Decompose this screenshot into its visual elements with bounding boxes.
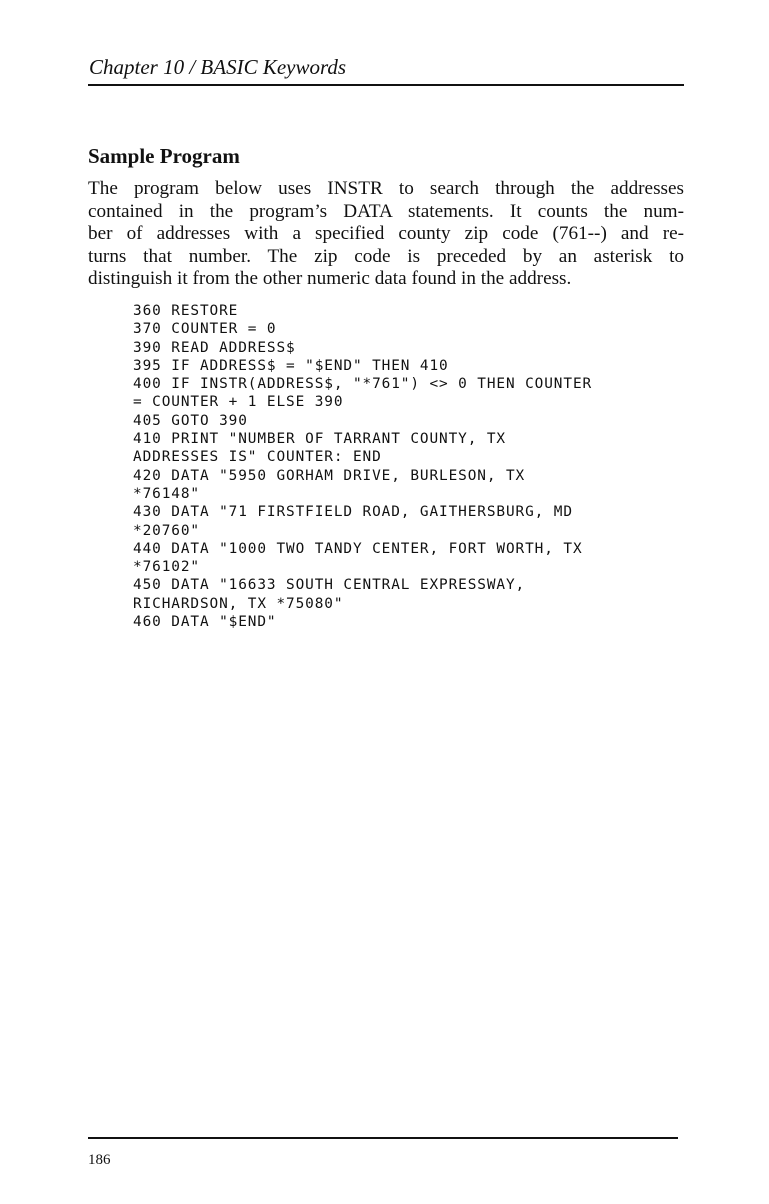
code-line: 420 DATA "5950 GORHAM DRIVE, BURLESON, TX xyxy=(133,467,526,484)
code-line: 360 RESTORE xyxy=(133,303,239,319)
code-line: 410 PRINT "NUMBER OF TARRANT COUNTY, TX xyxy=(133,431,506,448)
code-line: 405 GOTO 390 xyxy=(133,412,248,429)
code-line: = COUNTER + 1 ELSE 390 xyxy=(133,394,344,411)
code-line: 395 IF ADDRESS$ = "$END" THEN 410 xyxy=(133,357,449,374)
code-line: 460 DATA "$END" xyxy=(133,614,277,631)
code-line: 450 DATA "16633 SOUTH CENTRAL EXPRESSWAY, xyxy=(133,577,526,594)
intro-line: turns that number. The zip code is preceded by an asterisk to xyxy=(88,245,684,267)
program-listing xyxy=(133,302,592,631)
code-line: ADDRESSES IS" COUNTER: END xyxy=(133,449,382,466)
footer-rule xyxy=(88,1137,678,1139)
intro-line: distinguish it from the other numeric data found in the address. xyxy=(88,268,572,290)
code-line: 370 COUNTER = 0 xyxy=(133,321,277,338)
intro-line: ber of addresses with a specified county zip code (761--) and re- xyxy=(88,223,684,245)
running-head: Chapter 10 / BASIC Keywords xyxy=(89,55,347,79)
code-line: 400 IF INSTR(ADDRESS$, "*761") <> 0 THEN COUNTER xyxy=(133,376,593,393)
intro-line: contained in the program’s DATA statements. It counts the num- xyxy=(88,200,684,222)
header-rule xyxy=(88,84,684,86)
code-line: *76148" xyxy=(133,485,200,502)
page-number: 186 xyxy=(88,1152,111,1168)
intro-line: The program below uses INSTR to search through the addresses xyxy=(88,178,684,199)
code-line: RICHARDSON, TX *75080" xyxy=(133,595,344,612)
code-line: *76102" xyxy=(133,559,200,576)
section-heading: Sample Program xyxy=(88,144,240,168)
intro-paragraph xyxy=(88,178,684,291)
code-line: 440 DATA "1000 TWO TANDY CENTER, FORT WORTH, TX xyxy=(133,540,583,557)
code-line: 430 DATA "71 FIRSTFIELD ROAD, GAITHERSBURG, MD xyxy=(133,504,573,521)
code-line: 390 READ ADDRESS$ xyxy=(133,339,296,356)
code-line: *20760" xyxy=(133,522,200,539)
